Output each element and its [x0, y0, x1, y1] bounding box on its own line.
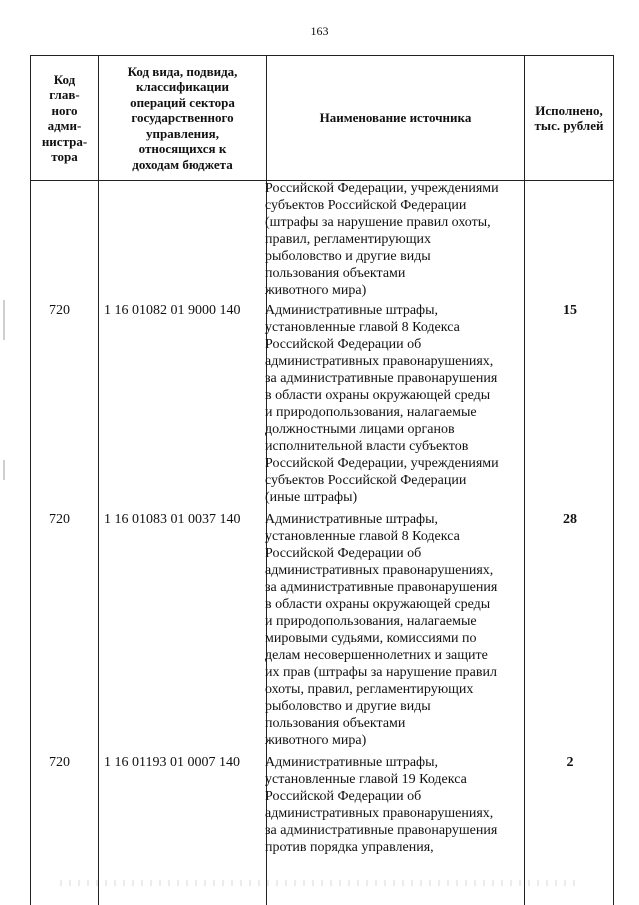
scan-artifact [60, 880, 580, 886]
row-source-name: Административные штрафы, установленные главой 19 Кодекса Российской Федерации об административных правонарушениях, за административные правонарушения против порядка управления, [265, 755, 498, 855]
column-border [98, 180, 99, 905]
column-border [613, 180, 614, 905]
scan-artifact [3, 460, 5, 480]
row-admin-code: 720 [49, 512, 70, 527]
row-kbk-code: 1 16 01082 01 9000 140 [104, 303, 241, 318]
header-executed-amount: Исполнено, тыс. рублей [525, 56, 614, 181]
column-border [524, 180, 525, 905]
table-header [30, 55, 614, 181]
header-source-name: Наименование источника [267, 56, 525, 181]
row-executed-amount: 2 [566, 755, 574, 770]
header-kbk-code: Код вида, подвида, классификации операций сектора государственного управления, относящихся к доходам бюджета [99, 56, 267, 181]
row-executed-amount: 15 [563, 303, 577, 318]
row-source-name: Административные штрафы, установленные главой 8 Кодекса Российской Федерации об административных правонарушениях, за административные правонарушения в области охраны окружающей среды и природопользования, налагаемые мировыми судьями, комиссиями по делам несовершеннолетних и защите их прав (штрафы за нарушение правил охоты, правил, регламентирующих рыболовство и другие виды пользования объектами животного мира) [265, 512, 498, 748]
scan-artifact [3, 300, 5, 340]
row-kbk-code: 1 16 01193 01 0007 140 [104, 755, 240, 770]
row-source-name: Административные штрафы, установленные главой 8 Кодекса Российской Федерации об административных правонарушениях, за административные правонарушения в области охраны окружающей среды и природопользования, налагаемые должностными лицами органов исполнительной власти субъектов Российской Федерации, учреждениями субъектов Российской Федерации (иные штрафы) [265, 303, 499, 505]
row-admin-code: 720 [49, 303, 70, 318]
header-admin-code: Код глав- ного адми- нистра- тора [31, 56, 99, 181]
column-border [30, 180, 31, 905]
row-kbk-code: 1 16 01083 01 0037 140 [104, 512, 241, 527]
continuation-text: Российской Федерации, учреждениями субъектов Российской Федерации (штрафы за нарушение правил охоты, правил, регламентирующих рыболовство и другие виды пользования объектами животного мира) [265, 181, 499, 298]
row-executed-amount: 28 [563, 512, 577, 527]
page-number: 163 [310, 24, 329, 38]
row-admin-code: 720 [49, 755, 70, 770]
